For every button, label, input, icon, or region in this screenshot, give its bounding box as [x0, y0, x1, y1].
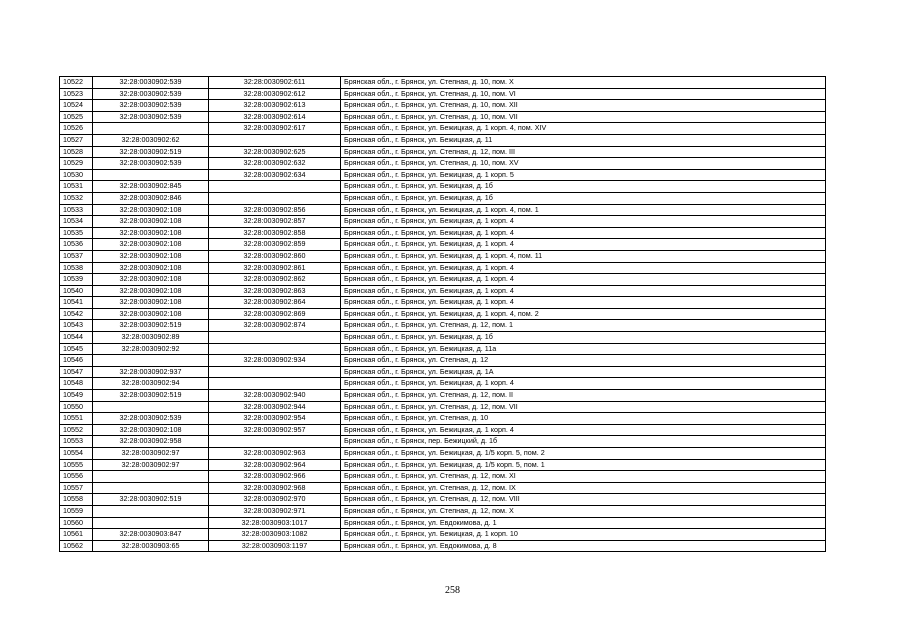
cadastral-number-cell: 32:28:0030902:864	[209, 297, 341, 309]
cadastral-number-cell: 32:28:0030902:857	[209, 216, 341, 228]
address-cell: Брянская обл., г. Брянск, ул. Евдокимова, д. 8	[341, 540, 826, 552]
row-number-cell: 10531	[60, 181, 93, 193]
parent-cadastral-number-cell: 32:28:0030902:937	[93, 366, 209, 378]
table-row	[60, 390, 826, 402]
parent-cadastral-number-cell: 32:28:0030902:539	[93, 77, 209, 89]
address-cell: Брянская обл., г. Брянск, ул. Бежицкая, д. 1 корп. 4	[341, 297, 826, 309]
cadastral-number-cell: 32:28:0030902:944	[209, 401, 341, 413]
row-number-cell: 10555	[60, 459, 93, 471]
table-row	[60, 262, 826, 274]
row-number-cell: 10556	[60, 471, 93, 483]
table-row	[60, 285, 826, 297]
cadastral-number-cell: 32:28:0030902:954	[209, 413, 341, 425]
cadastral-number-cell: 32:28:0030902:612	[209, 88, 341, 100]
row-number-cell: 10561	[60, 529, 93, 541]
table-row	[60, 343, 826, 355]
cadastral-number-cell: 32:28:0030902:963	[209, 448, 341, 460]
cadastral-number-cell: 32:28:0030902:863	[209, 285, 341, 297]
address-cell: Брянская обл., г. Брянск, ул. Степная, д. 10	[341, 413, 826, 425]
parent-cadastral-number-cell	[93, 482, 209, 494]
address-cell: Брянская обл., г. Брянск, ул. Бежицкая, д. 1б	[341, 332, 826, 344]
address-cell: Брянская обл., г. Брянск, ул. Бежицкая, д. 1 корп. 4, пом. 2	[341, 308, 826, 320]
address-cell: Брянская обл., г. Брянск, ул. Бежицкая, д. 1 корп. 4	[341, 424, 826, 436]
row-number-cell: 10543	[60, 320, 93, 332]
table-row	[60, 482, 826, 494]
parent-cadastral-number-cell: 32:28:0030902:108	[93, 216, 209, 228]
address-cell: Брянская обл., г. Брянск, пер. Бежицкий, д. 1б	[341, 436, 826, 448]
table-row	[60, 448, 826, 460]
row-number-cell: 10535	[60, 227, 93, 239]
cadastral-number-cell: 32:28:0030902:611	[209, 77, 341, 89]
address-cell: Брянская обл., г. Брянск, ул. Бежицкая, д. 1 корп. 4	[341, 285, 826, 297]
page-number: 258	[445, 585, 460, 596]
cadastral-number-cell: 32:28:0030903:1082	[209, 529, 341, 541]
table-row	[60, 227, 826, 239]
address-cell: Брянская обл., г. Брянск, ул. Степная, д. 12, пом. VII	[341, 401, 826, 413]
table-row	[60, 192, 826, 204]
row-number-cell: 10539	[60, 274, 93, 286]
address-cell: Брянская обл., г. Брянск, ул. Степная, д. 10, пом. VII	[341, 111, 826, 123]
table-row	[60, 366, 826, 378]
cadastral-number-cell: 32:28:0030902:860	[209, 250, 341, 262]
row-number-cell: 10548	[60, 378, 93, 390]
address-cell: Брянская обл., г. Брянск, ул. Бежицкая, д. 1 корп. 4	[341, 227, 826, 239]
table-row	[60, 424, 826, 436]
row-number-cell: 10559	[60, 505, 93, 517]
table-row	[60, 100, 826, 112]
cadastral-number-cell: 32:28:0030902:966	[209, 471, 341, 483]
parent-cadastral-number-cell: 32:28:0030902:89	[93, 332, 209, 344]
address-cell: Брянская обл., г. Брянск, ул. Бежицкая, д. 1 корп. 4	[341, 216, 826, 228]
table-row	[60, 436, 826, 448]
table-row	[60, 134, 826, 146]
parent-cadastral-number-cell	[93, 355, 209, 367]
address-cell: Брянская обл., г. Брянск, ул. Бежицкая, д. 1 корп. 10	[341, 529, 826, 541]
parent-cadastral-number-cell	[93, 169, 209, 181]
parent-cadastral-number-cell: 32:28:0030902:62	[93, 134, 209, 146]
cadastral-number-cell: 32:28:0030902:862	[209, 274, 341, 286]
parent-cadastral-number-cell: 32:28:0030902:519	[93, 494, 209, 506]
parent-cadastral-number-cell: 32:28:0030902:539	[93, 111, 209, 123]
table-row	[60, 146, 826, 158]
table-row	[60, 204, 826, 216]
table-row	[60, 77, 826, 89]
cadastral-number-cell: 32:28:0030902:856	[209, 204, 341, 216]
row-number-cell: 10523	[60, 88, 93, 100]
row-number-cell: 10534	[60, 216, 93, 228]
cadastral-number-cell: 32:28:0030903:1197	[209, 540, 341, 552]
table-row	[60, 355, 826, 367]
parent-cadastral-number-cell: 32:28:0030902:519	[93, 320, 209, 332]
parent-cadastral-number-cell: 32:28:0030902:519	[93, 146, 209, 158]
table-row	[60, 529, 826, 541]
address-cell: Брянская обл., г. Брянск, ул. Степная, д. 10, пом. XV	[341, 158, 826, 170]
parent-cadastral-number-cell: 32:28:0030902:108	[93, 227, 209, 239]
parent-cadastral-number-cell: 32:28:0030902:108	[93, 274, 209, 286]
row-number-cell: 10526	[60, 123, 93, 135]
cadastral-number-cell: 32:28:0030902:970	[209, 494, 341, 506]
cadastral-number-cell: 32:28:0030902:859	[209, 239, 341, 251]
table-row	[60, 158, 826, 170]
address-cell: Брянская обл., г. Брянск, ул. Бежицкая, д. 11а	[341, 343, 826, 355]
parent-cadastral-number-cell: 32:28:0030902:97	[93, 448, 209, 460]
table-row	[60, 505, 826, 517]
row-number-cell: 10546	[60, 355, 93, 367]
address-cell: Брянская обл., г. Брянск, ул. Бежицкая, д. 1 корп. 4, пом. 1	[341, 204, 826, 216]
row-number-cell: 10537	[60, 250, 93, 262]
address-cell: Брянская обл., г. Брянск, ул. Степная, д. 12, пом. IX	[341, 482, 826, 494]
cadastral-number-cell	[209, 134, 341, 146]
address-cell: Брянская обл., г. Брянск, ул. Бежицкая, д. 1 корп. 4, пом. XIV	[341, 123, 826, 135]
table-row	[60, 169, 826, 181]
row-number-cell: 10547	[60, 366, 93, 378]
parent-cadastral-number-cell: 32:28:0030902:845	[93, 181, 209, 193]
row-number-cell: 10536	[60, 239, 93, 251]
table-row	[60, 274, 826, 286]
parent-cadastral-number-cell: 32:28:0030902:108	[93, 250, 209, 262]
cadastral-number-cell	[209, 181, 341, 193]
row-number-cell: 10549	[60, 390, 93, 402]
row-number-cell: 10541	[60, 297, 93, 309]
table-row	[60, 88, 826, 100]
cadastral-number-cell: 32:28:0030902:617	[209, 123, 341, 135]
cadastral-number-cell: 32:28:0030903:1017	[209, 517, 341, 529]
parent-cadastral-number-cell: 32:28:0030902:97	[93, 459, 209, 471]
table-row	[60, 216, 826, 228]
row-number-cell: 10530	[60, 169, 93, 181]
cadastral-number-cell: 32:28:0030902:968	[209, 482, 341, 494]
parent-cadastral-number-cell: 32:28:0030902:108	[93, 308, 209, 320]
cadastral-number-cell: 32:28:0030902:634	[209, 169, 341, 181]
address-cell: Брянская обл., г. Брянск, ул. Бежицкая, д. 1А	[341, 366, 826, 378]
cadastral-number-cell	[209, 192, 341, 204]
parent-cadastral-number-cell: 32:28:0030902:519	[93, 390, 209, 402]
parent-cadastral-number-cell: 32:28:0030903:65	[93, 540, 209, 552]
cadastral-number-cell	[209, 366, 341, 378]
table-row	[60, 320, 826, 332]
row-number-cell: 10524	[60, 100, 93, 112]
cadastral-number-cell: 32:28:0030902:858	[209, 227, 341, 239]
cadastral-number-cell: 32:28:0030902:861	[209, 262, 341, 274]
address-cell: Брянская обл., г. Брянск, ул. Бежицкая, д. 1 корп. 5	[341, 169, 826, 181]
parent-cadastral-number-cell: 32:28:0030902:539	[93, 413, 209, 425]
parent-cadastral-number-cell: 32:28:0030902:539	[93, 158, 209, 170]
cadastral-number-cell: 32:28:0030902:613	[209, 100, 341, 112]
row-number-cell: 10550	[60, 401, 93, 413]
row-number-cell: 10545	[60, 343, 93, 355]
cadastral-number-cell	[209, 343, 341, 355]
table-row	[60, 540, 826, 552]
row-number-cell: 10525	[60, 111, 93, 123]
row-number-cell: 10544	[60, 332, 93, 344]
table-row	[60, 123, 826, 135]
address-cell: Брянская обл., г. Брянск, ул. Степная, д. 10, пом. X	[341, 77, 826, 89]
cadastral-number-cell: 32:28:0030902:874	[209, 320, 341, 332]
row-number-cell: 10533	[60, 204, 93, 216]
row-number-cell: 10538	[60, 262, 93, 274]
table-row	[60, 111, 826, 123]
parent-cadastral-number-cell	[93, 517, 209, 529]
cadastral-number-cell: 32:28:0030902:934	[209, 355, 341, 367]
address-cell: Брянская обл., г. Брянск, ул. Степная, д. 12, пом. III	[341, 146, 826, 158]
address-cell: Брянская обл., г. Брянск, ул. Бежицкая, д. 1/5 корп. 5, пом. 1	[341, 459, 826, 471]
parent-cadastral-number-cell	[93, 471, 209, 483]
cadastral-number-cell: 32:28:0030902:971	[209, 505, 341, 517]
address-cell: Брянская обл., г. Брянск, ул. Бежицкая, д. 1 корп. 4	[341, 262, 826, 274]
registry-table	[59, 76, 826, 552]
row-number-cell: 10522	[60, 77, 93, 89]
table-row	[60, 471, 826, 483]
parent-cadastral-number-cell: 32:28:0030902:94	[93, 378, 209, 390]
table-row	[60, 378, 826, 390]
address-cell: Брянская обл., г. Брянск, ул. Бежицкая, д. 1/5 корп. 5, пом. 2	[341, 448, 826, 460]
row-number-cell: 10527	[60, 134, 93, 146]
table-row	[60, 401, 826, 413]
address-cell: Брянская обл., г. Брянск, ул. Бежицкая, д. 1б	[341, 181, 826, 193]
cadastral-number-cell: 32:28:0030902:632	[209, 158, 341, 170]
table-row	[60, 413, 826, 425]
row-number-cell: 10551	[60, 413, 93, 425]
parent-cadastral-number-cell: 32:28:0030902:108	[93, 424, 209, 436]
parent-cadastral-number-cell	[93, 505, 209, 517]
row-number-cell: 10560	[60, 517, 93, 529]
cadastral-number-cell: 32:28:0030902:869	[209, 308, 341, 320]
address-cell: Брянская обл., г. Брянск, ул. Бежицкая, д. 1 корп. 4	[341, 378, 826, 390]
row-number-cell: 10532	[60, 192, 93, 204]
row-number-cell: 10528	[60, 146, 93, 158]
cadastral-number-cell: 32:28:0030902:957	[209, 424, 341, 436]
cadastral-number-cell	[209, 332, 341, 344]
parent-cadastral-number-cell	[93, 123, 209, 135]
parent-cadastral-number-cell: 32:28:0030902:108	[93, 239, 209, 251]
row-number-cell: 10553	[60, 436, 93, 448]
address-cell: Брянская обл., г. Брянск, ул. Бежицкая, д. 11	[341, 134, 826, 146]
address-cell: Брянская обл., г. Брянск, ул. Степная, д. 12	[341, 355, 826, 367]
parent-cadastral-number-cell: 32:28:0030902:108	[93, 297, 209, 309]
cadastral-number-cell: 32:28:0030902:625	[209, 146, 341, 158]
table-row	[60, 308, 826, 320]
row-number-cell: 10552	[60, 424, 93, 436]
row-number-cell: 10542	[60, 308, 93, 320]
table-row	[60, 250, 826, 262]
row-number-cell: 10562	[60, 540, 93, 552]
address-cell: Брянская обл., г. Брянск, ул. Бежицкая, д. 1 корп. 4	[341, 239, 826, 251]
parent-cadastral-number-cell: 32:28:0030902:108	[93, 204, 209, 216]
registry-table-body	[60, 77, 826, 552]
table-row	[60, 181, 826, 193]
address-cell: Брянская обл., г. Брянск, ул. Бежицкая, д. 1 корп. 4	[341, 274, 826, 286]
address-cell: Брянская обл., г. Брянск, ул. Степная, д. 12, пом. X	[341, 505, 826, 517]
address-cell: Брянская обл., г. Брянск, ул. Степная, д. 12, пом. XI	[341, 471, 826, 483]
parent-cadastral-number-cell: 32:28:0030902:539	[93, 88, 209, 100]
table-row	[60, 459, 826, 471]
row-number-cell: 10554	[60, 448, 93, 460]
cadastral-number-cell: 32:28:0030902:940	[209, 390, 341, 402]
parent-cadastral-number-cell	[93, 401, 209, 413]
table-row	[60, 297, 826, 309]
address-cell: Брянская обл., г. Брянск, ул. Степная, д. 10, пом. VI	[341, 88, 826, 100]
cadastral-number-cell	[209, 378, 341, 390]
parent-cadastral-number-cell: 32:28:0030902:846	[93, 192, 209, 204]
address-cell: Брянская обл., г. Брянск, ул. Степная, д. 12, пом. VIII	[341, 494, 826, 506]
row-number-cell: 10557	[60, 482, 93, 494]
table-row	[60, 517, 826, 529]
cadastral-number-cell: 32:28:0030902:614	[209, 111, 341, 123]
parent-cadastral-number-cell: 32:28:0030902:539	[93, 100, 209, 112]
address-cell: Брянская обл., г. Брянск, ул. Евдокимова, д. 1	[341, 517, 826, 529]
address-cell: Брянская обл., г. Брянск, ул. Бежицкая, д. 1 корп. 4, пом. 11	[341, 250, 826, 262]
cadastral-number-cell	[209, 436, 341, 448]
address-cell: Брянская обл., г. Брянск, ул. Степная, д. 12, пом. II	[341, 390, 826, 402]
address-cell: Брянская обл., г. Брянск, ул. Бежицкая, д. 1б	[341, 192, 826, 204]
address-cell: Брянская обл., г. Брянск, ул. Степная, д. 12, пом. 1	[341, 320, 826, 332]
parent-cadastral-number-cell: 32:28:0030902:108	[93, 285, 209, 297]
table-row	[60, 332, 826, 344]
parent-cadastral-number-cell: 32:28:0030902:92	[93, 343, 209, 355]
cadastral-number-cell: 32:28:0030902:964	[209, 459, 341, 471]
row-number-cell: 10529	[60, 158, 93, 170]
parent-cadastral-number-cell: 32:28:0030903:847	[93, 529, 209, 541]
row-number-cell: 10558	[60, 494, 93, 506]
table-row	[60, 239, 826, 251]
address-cell: Брянская обл., г. Брянск, ул. Степная, д. 10, пом. XII	[341, 100, 826, 112]
table-row	[60, 494, 826, 506]
parent-cadastral-number-cell: 32:28:0030902:958	[93, 436, 209, 448]
row-number-cell: 10540	[60, 285, 93, 297]
parent-cadastral-number-cell: 32:28:0030902:108	[93, 262, 209, 274]
